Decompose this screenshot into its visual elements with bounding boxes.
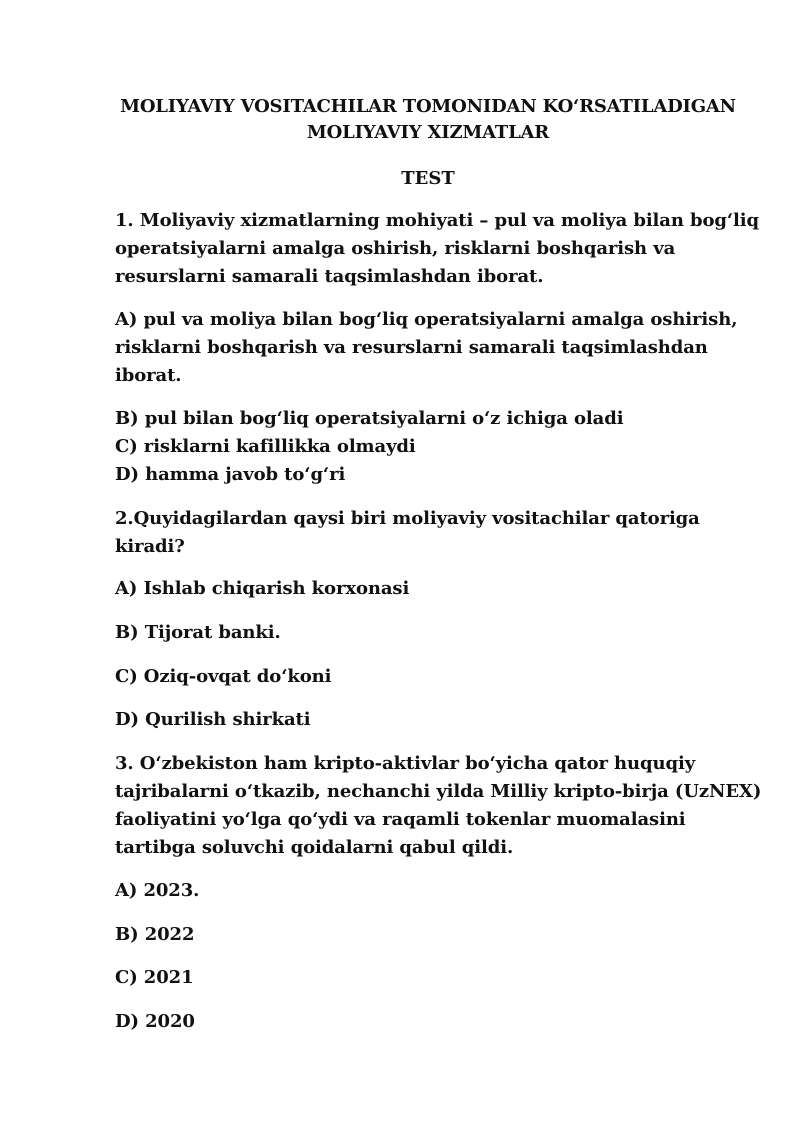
question-1-option-a: risklarni boshqarish va resurslarni samarali taqsimlashdan [115,337,708,358]
question-1-text-line: operatsiyalarni amalga oshirish, risklarni boshqarish va [115,238,676,259]
question-1-option-d: D) hamma javob to‘g‘ri [115,464,346,485]
question-1-option-b: B) pul bilan bog‘liq operatsiyalarni o‘z ichiga oladi [115,408,624,429]
question-3-option-b: B) 2022 [115,924,195,945]
question-1-option-a: iborat. [115,365,182,386]
question-3-option-a: A) 2023. [115,880,200,901]
question-2-option-c: C) Oziq-ovqat do‘koni [115,666,332,687]
question-3-option-d: D) 2020 [115,1011,195,1032]
question-1-text-line: resurslarni samarali taqsimlashdan iborat. [115,266,544,287]
question-1-option-a: A) pul va moliya bilan bog‘liq operatsiyalarni amalga oshirish, [115,309,738,330]
question-2-text-line: 2.Quyidagilardan qaysi biri moliyaviy vositachilar qatoriga [115,508,700,529]
document-subtitle: TEST [401,168,455,189]
question-2-option-d: D) Qurilish shirkati [115,709,311,730]
question-2-text-line: kiradi? [115,536,185,557]
question-2-option-b: B) Tijorat banki. [115,622,281,643]
question-1-text-line: 1. Moliyaviy xizmatlarning mohiyati – pul va moliya bilan bog‘liq [115,210,760,231]
question-3-text-line: 3. O‘zbekiston ham kripto-aktivlar bo‘yicha qator huquqiy [115,753,696,774]
question-3-text-line: tajribalarni o‘tkazib, nechanchi yilda Milliy kripto-birja (UzNEX) [115,781,762,802]
document-title-line1: MOLIYAVIY VOSITACHILAR TOMONIDAN KO‘RSATILADIGAN [120,96,736,117]
question-3-text-line: faoliyatini yo‘lga qo‘ydi va raqamli tokenlar muomalasini [115,809,686,830]
question-2-option-a: A) Ishlab chiqarish korxonasi [115,578,410,599]
question-1-option-c: C) risklarni kafillikka olmaydi [115,436,416,457]
question-3-option-c: C) 2021 [115,967,194,988]
question-3-text-line: tartibga soluvchi qoidalarni qabul qildi. [115,837,514,858]
document-title-line2: MOLIYAVIY XIZMATLAR [306,122,550,143]
